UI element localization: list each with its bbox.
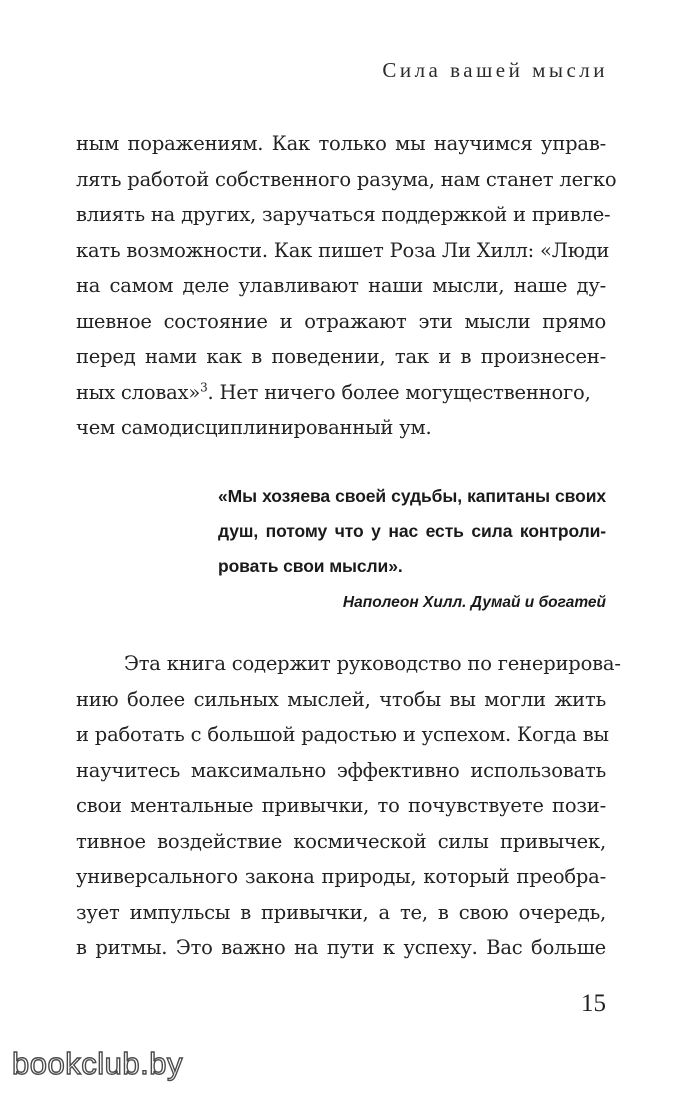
footnote-ref: 3 xyxy=(200,380,208,394)
paragraph-line-with-footnote xyxy=(76,375,606,411)
quote-line: «Мы хозяева своей судьбы, капитаны своих xyxy=(218,486,606,506)
paragraph-line: тивное воздействие космической силы привычек, xyxy=(76,829,606,853)
paragraph-line: универсального закона природы, который преобра- xyxy=(76,865,606,888)
watermark-logo: bookclub.by xyxy=(12,1046,183,1081)
epigraph-quote xyxy=(218,479,606,584)
paragraph-line: и работать с большой радостью и успехом. Когда вы xyxy=(76,723,609,746)
paragraph-line: нию более сильных мыслей, чтобы вы могли жить xyxy=(76,687,606,711)
paragraph-line: чем самодисциплинированный ум. xyxy=(76,416,432,439)
paragraph-line: влиять на других, заручаться поддержкой и привле- xyxy=(76,203,611,226)
paragraph-line-head: ных словах» xyxy=(76,380,201,404)
quote-line: ровать свои мысли». xyxy=(218,556,403,576)
paragraph-2 xyxy=(76,646,621,966)
paragraph-line: ным поражениям. Как только мы научимся управ- xyxy=(76,132,606,155)
running-head: Сила вашей мысли xyxy=(382,58,608,82)
paragraph-line: шевное состояние и отражают эти мысли прямо xyxy=(76,309,606,333)
paragraph-line: кать возможности. Как пишет Роза Ли Хилл: «Люди xyxy=(76,238,610,262)
paragraph-line: в ритмы. Это важно на пути к успеху. Вас больше xyxy=(76,936,606,959)
quote-line: душ, потому что у нас есть сила контроли- xyxy=(218,521,606,541)
paragraph-line: перед нами как в поведении, так и в произнесен- xyxy=(76,345,606,368)
paragraph-line: лять работой собственного разума, нам станет легко xyxy=(76,167,617,191)
paragraph-line: Эта книга содержит руководство по генерирова- xyxy=(124,652,621,675)
paragraph-1 xyxy=(76,126,617,446)
quote-attribution: Наполеон Хилл. Думай и богатей xyxy=(342,594,606,611)
paragraph-line: на самом деле улавливают наши мысли, наше ду- xyxy=(76,274,606,297)
paragraph-line-tail: . Нет ничего более могущественного, xyxy=(207,380,591,404)
paragraph-line: научитесь максимально эффективно использовать xyxy=(76,758,606,782)
paragraph-line: зует импульсы в привычки, а те, в свою очередь, xyxy=(76,900,606,924)
page-number: 15 xyxy=(581,990,606,1017)
paragraph-line: свои ментальные привычки, то почувствуете пози- xyxy=(76,794,606,817)
